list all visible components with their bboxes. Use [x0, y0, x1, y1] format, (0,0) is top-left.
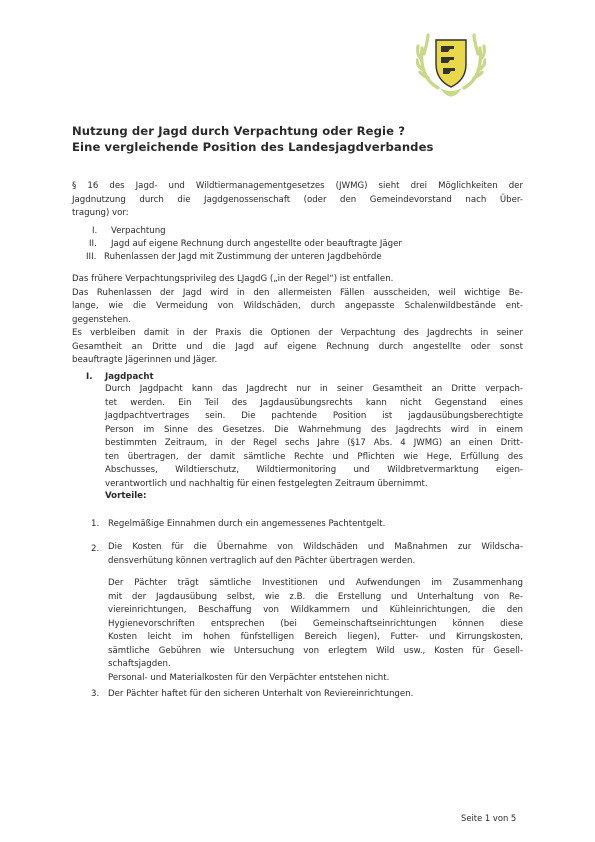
text-line: Jagdpachtvertrages sein. Die pachtende Position ist jagdausübungsberechtigte	[105, 411, 523, 421]
text-line: gegenstehen.	[72, 314, 131, 325]
text-line: Jagdnutzung durch die Jagdgenossenschaft (oder den Gemeindevorstand nach Über-	[72, 194, 523, 205]
text-line: Durch Jagdpacht kann das Jagdrecht nur in seiner Gesamtheit an Dritte verpach-	[105, 384, 523, 394]
list-item-number: III.	[86, 252, 97, 262]
document-title-line-1: Nutzung der Jagd durch Verpachtung oder Regie ?	[72, 124, 406, 138]
list-item-number: 2.	[91, 544, 100, 554]
text-line: mit der Jagdausübung selbst, wie z.B. die Erstellung und Unterhaltung von Re-	[108, 591, 523, 602]
list-item: Ruhenlassen der Jagd mit Zustimmung der unteren Jagdbehörde	[104, 252, 382, 262]
text-line: ten übertragen, der damit sämtliche Rechte und Pflichten wie Hege, Erfüllung des	[105, 451, 523, 462]
list-item-number: II.	[89, 239, 97, 249]
text-line: beauftragte Jägerinnen und Jäger.	[72, 355, 218, 365]
page-number: Seite 1 von 5	[461, 813, 517, 823]
text-line: Abschusses, Wildtierschutz, Wildtiermonitoring und Wildbretvermarktung eigen-	[105, 465, 523, 475]
text-line: tet werden. Ein Teil des Jagdausübungsrechts kann nicht Gegenstand eines	[105, 397, 523, 408]
list-item: Der Pächter haftet für den sicheren Unterhalt von Reviereinrichtungen.	[108, 689, 414, 699]
context-paragraph	[72, 273, 523, 368]
text-line: Es verbleiben damit in der Praxis die Optionen der Verpachtung des Jagdrechts in seiner	[72, 328, 523, 338]
text-line: tragung) vor:	[72, 208, 129, 218]
list-item: Jagd auf eigene Rechnung durch angestellte oder beauftragte Jäger	[111, 239, 402, 249]
text-line: Der Pächter trägt sämtliche Investitionen und Aufwendungen im Zusammenhang	[108, 578, 523, 588]
text-line: Gesamtheit an Dritte und die Jagd auf eigene Rechnung durch angestellte oder sonst	[72, 341, 523, 352]
text-line: bestimmten Zeitraum, in der Regel sechs Jahre (§17 Abs. 4 JWMG) an einen Dritt-	[105, 438, 523, 448]
text-line: § 16 des Jagd- und Wildtiermanagementgesetzes (JWMG) sieht drei Möglichkeiten der	[72, 181, 523, 191]
text-line: schaftsjagden.	[108, 659, 171, 669]
text-line: Person im Sinne des Gesetzes. Die Wahrnehmung des Jagdrechts wird in einem	[105, 424, 523, 435]
list-item-number: 3.	[91, 689, 100, 699]
text-line: Das Ruhenlassen der Jagd wird in den allermeisten Fällen ausscheiden, weil wichtige Be-	[72, 287, 523, 298]
list-item: Regelmäßige Einnahmen durch ein angemessenes Pachtentgelt.	[108, 519, 386, 529]
section-paragraph	[105, 383, 523, 491]
text-line: Kosten leicht im hohen fünfstelligen Bereich liegen), Futter- und Kirrungskosten,	[108, 632, 523, 642]
text-line: Die Kosten für die Übernahme von Wildschäden und Maßnahmen zur Wildscha-	[108, 542, 523, 552]
text-line: Personal- und Materialkosten für den Verpächter entstehen nicht.	[108, 672, 390, 683]
text-line: Hygienevorschriften entsprechen (bei Gemeinschaftseinrichtungen können diese	[108, 618, 523, 629]
list-item: Verpachtung	[111, 226, 166, 236]
list-item-number: 1.	[91, 519, 100, 529]
list-item-number: I.	[92, 226, 98, 236]
association-logo	[416, 30, 486, 105]
text-line: sämtliche Gebühren wie Untersuchung von erlegtem Wild usw., Kosten für Gesell-	[108, 645, 523, 656]
text-line: Das frühere Verpachtungsprivileg des LJagdG („in der Regel“) ist entfallen.	[72, 274, 394, 284]
text-line: lange, wie die Vermeidung von Wildschäden, durch angepasste Schalenwildbestände ent-	[72, 301, 523, 311]
advantages-heading: Vorteile:	[105, 491, 147, 501]
intro-paragraph	[72, 180, 523, 221]
list-item-detail	[108, 577, 523, 685]
text-line: densverhütung können vertraglich auf den Pächter übertragen werden.	[108, 555, 416, 566]
antler-base-icon	[440, 88, 462, 97]
text-line: viereinrichtungen, Beschaffung von Wildkammern und Kühleinrichtungen, die den	[108, 605, 523, 615]
text-line: verantwortlich und nachhaltig für einen festgelegten Zeitraum übernimmt.	[105, 478, 428, 489]
document-title-line-2: Eine vergleichende Position des Landesjagdverbandes	[72, 140, 434, 154]
section-number: I.	[86, 372, 93, 382]
list-item	[108, 541, 523, 568]
section-heading: Jagdpacht	[105, 372, 154, 382]
